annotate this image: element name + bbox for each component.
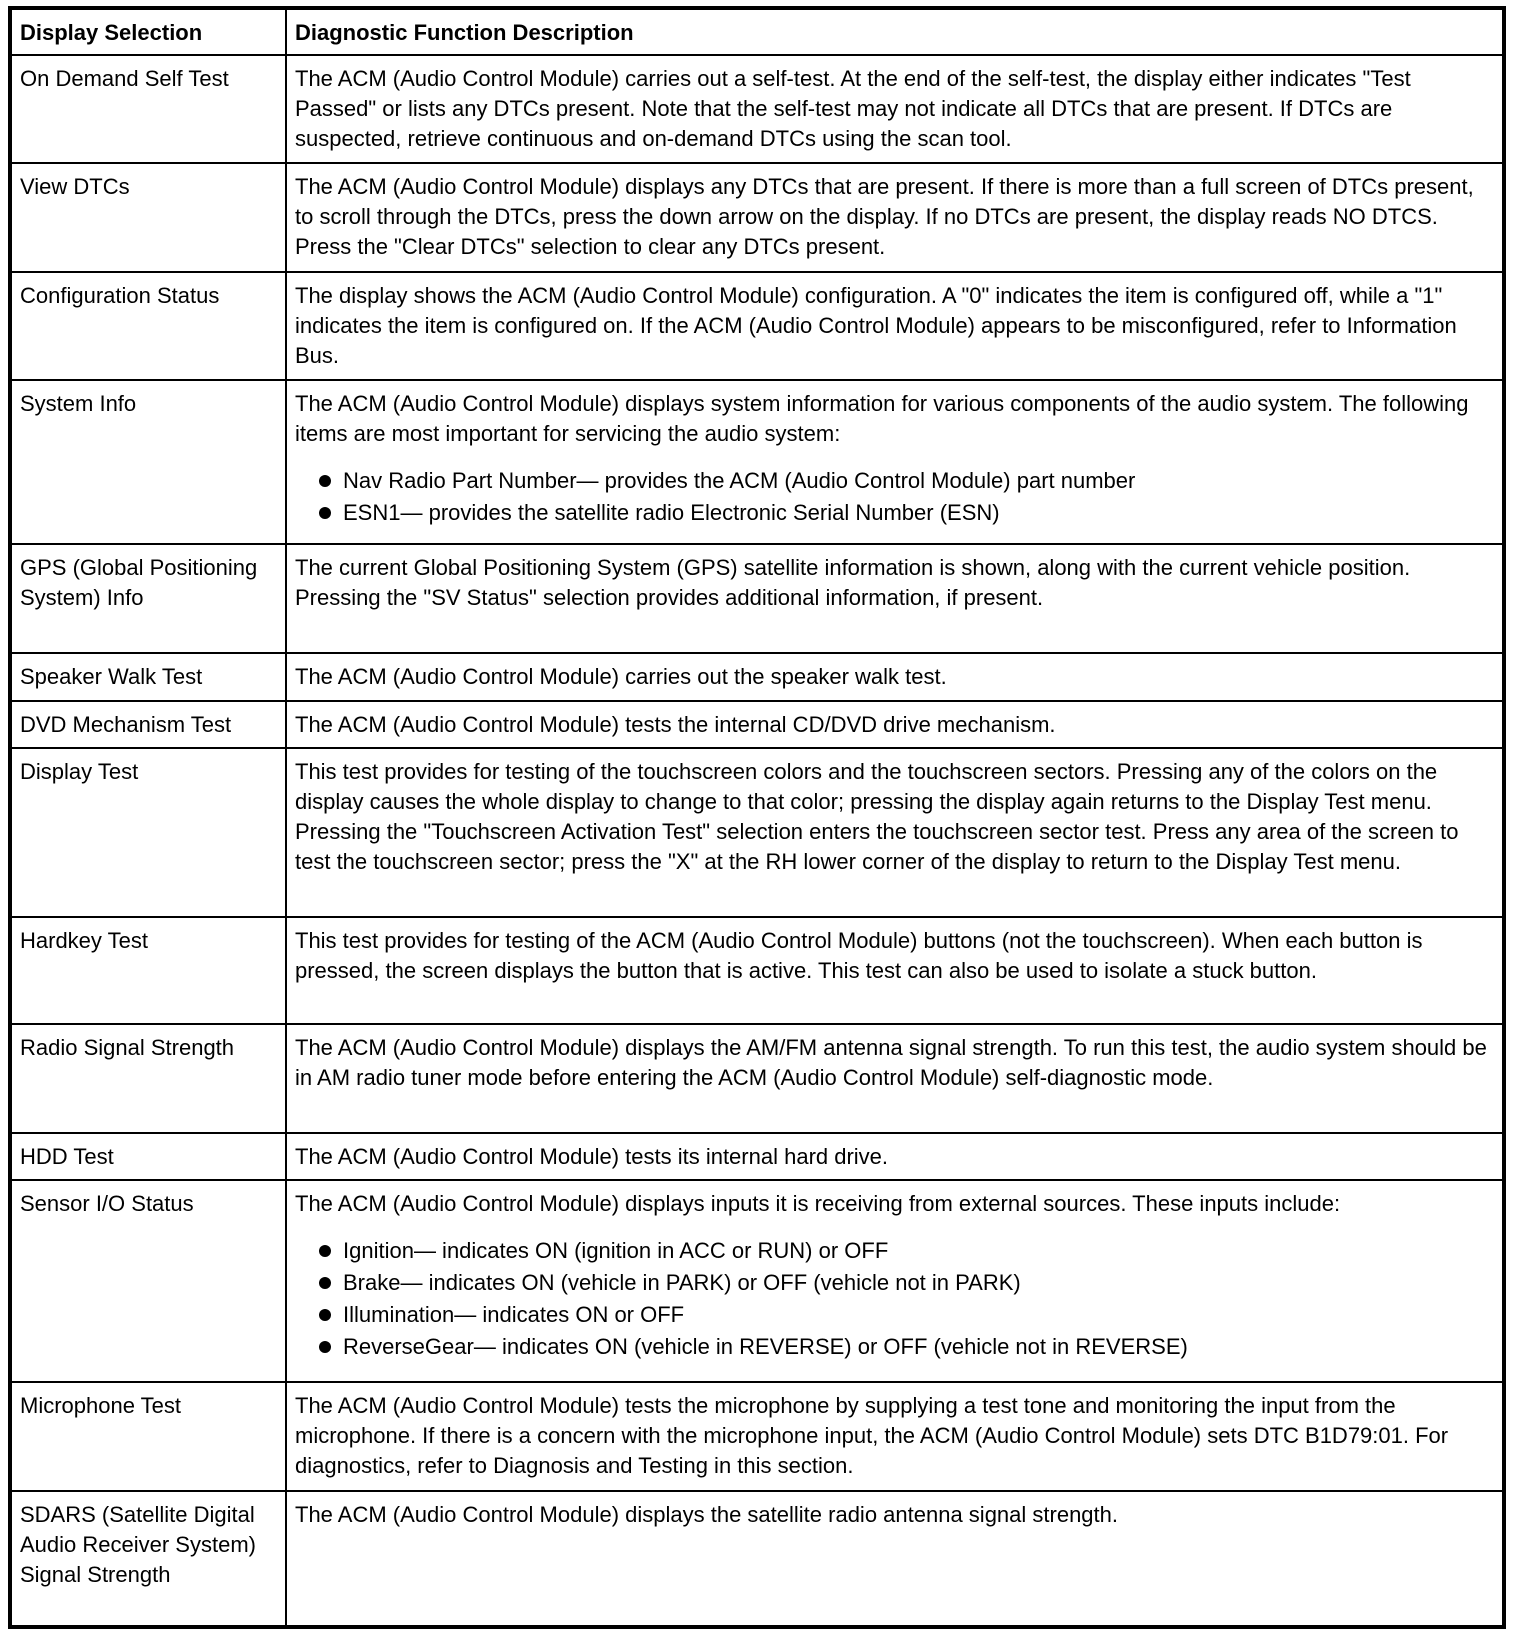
description-cell — [286, 55, 1504, 163]
display-selection-cell: Radio Signal Strength — [10, 1024, 286, 1133]
description-text: The ACM (Audio Control Module) tests its internal hard drive. — [295, 1144, 889, 1169]
description-cell — [286, 1024, 1504, 1133]
description-text: The ACM (Audio Control Module) displays any DTCs that are present. If there is more than a full screen of DTCs present, to scroll through the DTCs, press the down arrow on the display. If no DTCs are present, the display reads NO DTCS. Press the "Clear DTCs" selection to clear any DTCs present. — [295, 174, 1474, 259]
description-text: The ACM (Audio Control Module) displays system information for various components of the audio system. The following items are most important for servicing the audio system: — [295, 391, 1469, 446]
description-cell — [286, 748, 1504, 917]
description-text: The ACM (Audio Control Module) tests the internal CD/DVD drive mechanism. — [295, 712, 1056, 737]
bullet-item: Illumination— indicates ON or OFF — [319, 1299, 1494, 1331]
table-row — [10, 163, 1504, 272]
display-selection-cell: DVD Mechanism Test — [10, 701, 286, 748]
description-text: The ACM (Audio Control Module) carries out a self-test. At the end of the self-test, the display either indicates "Test Passed" or lists any DTCs present. Note that the self-test may not indicate all DTCs that are present. If DTCs are suspected, retrieve continuous and on-demand DTCs using the scan tool. — [295, 66, 1411, 151]
table-row — [10, 1491, 1504, 1627]
display-selection-cell: System Info — [10, 380, 286, 544]
description-cell — [286, 653, 1504, 701]
table-row — [10, 653, 1504, 701]
table-row — [10, 748, 1504, 917]
table-row — [10, 1382, 1504, 1491]
description-cell — [286, 272, 1504, 380]
description-cell — [286, 701, 1504, 748]
description-cell — [286, 544, 1504, 653]
display-selection-cell: HDD Test — [10, 1133, 286, 1180]
display-selection-cell: Hardkey Test — [10, 917, 286, 1024]
display-selection-cell: SDARS (Satellite Digital Audio Receiver System) Signal Strength — [10, 1491, 286, 1627]
display-selection-cell: Display Test — [10, 748, 286, 917]
display-selection-cell: View DTCs — [10, 163, 286, 272]
display-selection-cell: Microphone Test — [10, 1382, 286, 1491]
display-selection-cell: Configuration Status — [10, 272, 286, 380]
description-text: The ACM (Audio Control Module) carries out the speaker walk test. — [295, 664, 947, 689]
display-selection-cell: Speaker Walk Test — [10, 653, 286, 701]
table-row — [10, 544, 1504, 653]
bullet-item: ReverseGear— indicates ON (vehicle in REVERSE) or OFF (vehicle not in REVERSE) — [319, 1331, 1494, 1363]
description-cell — [286, 1382, 1504, 1491]
description-text: The ACM (Audio Control Module) displays the AM/FM antenna signal strength. To run this test, the audio system should be in AM radio tuner mode before entering the ACM (Audio Control Module) self-diagnostic mode. — [295, 1035, 1487, 1090]
description-cell — [286, 163, 1504, 272]
display-selection-cell: Sensor I/O Status — [10, 1180, 286, 1382]
description-text: The ACM (Audio Control Module) displays the satellite radio antenna signal strength. — [295, 1502, 1119, 1527]
description-text: The ACM (Audio Control Module) tests the microphone by supplying a test tone and monitoring the input from the microphone. If there is a concern with the microphone input, the ACM (Audio Control Module) sets DTC B1D79:01. For diagnostics, refer to Diagnosis and Testing in this section. — [295, 1393, 1449, 1478]
header-display-selection: Display Selection — [10, 8, 286, 55]
table-row — [10, 272, 1504, 380]
bullet-item: Brake— indicates ON (vehicle in PARK) or OFF (vehicle not in PARK) — [319, 1267, 1494, 1299]
table-row — [10, 1024, 1504, 1133]
description-text: The current Global Positioning System (GPS) satellite information is shown, along with the current vehicle position. Pressing the "SV Status" selection provides additional information, if present. — [295, 555, 1411, 610]
description-cell — [286, 917, 1504, 1024]
display-selection-cell: GPS (Global Positioning System) Info — [10, 544, 286, 653]
description-cell — [286, 380, 1504, 544]
description-cell — [286, 1180, 1504, 1382]
bullet-item: ESN1— provides the satellite radio Electronic Serial Number (ESN) — [319, 497, 1494, 529]
display-selection-cell: On Demand Self Test — [10, 55, 286, 163]
diagnostic-table — [8, 6, 1506, 1629]
bullet-item: Nav Radio Part Number— provides the ACM (Audio Control Module) part number — [319, 465, 1494, 497]
header-description: Diagnostic Function Description — [286, 8, 1504, 55]
table-row — [10, 1180, 1504, 1382]
table-row — [10, 917, 1504, 1024]
description-text: This test provides for testing of the touchscreen colors and the touchscreen sectors. Pressing any of the colors on the display causes the whole display to change to that color; pressing the display again returns to the Display Test menu. Pressing the "Touchscreen Activation Test" selection enters the touchscreen sector test. Press any area of the screen to test the touchscreen sector; press the "X" at the RH lower corner of the display to return to the Display Test menu. — [295, 759, 1459, 874]
bullet-list — [295, 1235, 1494, 1363]
table-row — [10, 1133, 1504, 1180]
bullet-item: Ignition— indicates ON (ignition in ACC or RUN) or OFF — [319, 1235, 1494, 1267]
description-text: The ACM (Audio Control Module) displays inputs it is receiving from external sources. These inputs include: — [295, 1191, 1341, 1216]
table-row — [10, 55, 1504, 163]
description-cell — [286, 1133, 1504, 1180]
description-text: The display shows the ACM (Audio Control Module) configuration. A "0" indicates the item is configured off, while a "1" indicates the item is configured on. If the ACM (Audio Control Module) appears to be misconfigured, refer to Information Bus. — [295, 283, 1457, 368]
table-row — [10, 701, 1504, 748]
bullet-list — [295, 465, 1494, 529]
table-row — [10, 380, 1504, 544]
description-text: This test provides for testing of the ACM (Audio Control Module) buttons (not the touchscreen). When each button is pressed, the screen displays the button that is active. This test can also be used to isolate a stuck button. — [295, 928, 1423, 983]
description-cell — [286, 1491, 1504, 1627]
header-row — [10, 8, 1504, 55]
